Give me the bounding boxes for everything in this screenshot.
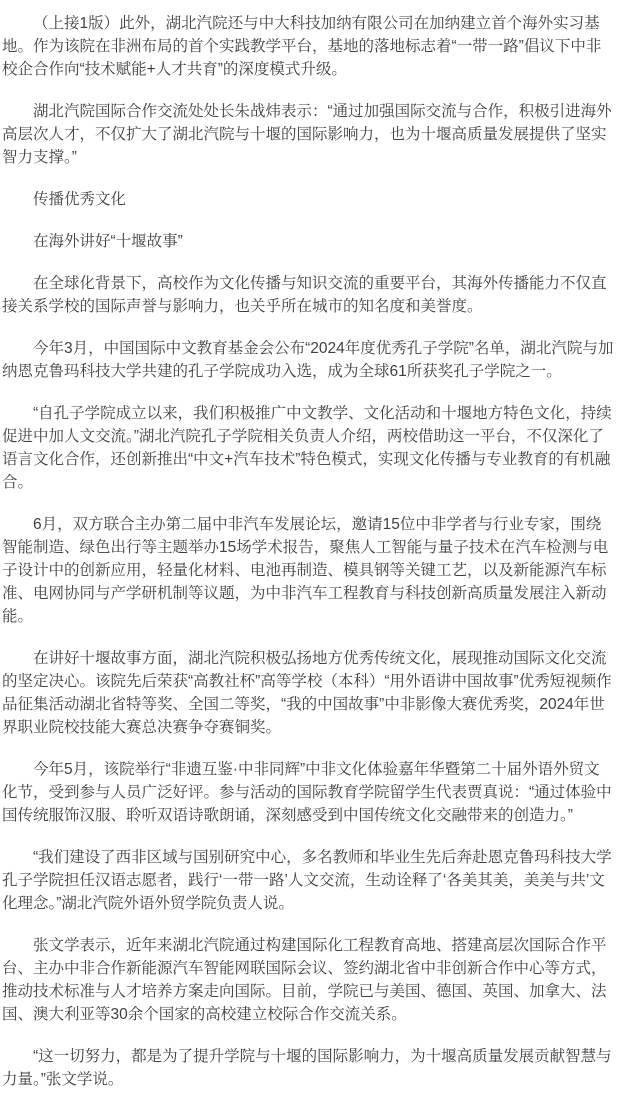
section-subhead: 传播优秀文化	[33, 191, 127, 208]
article-paragraph: “我们建设了西非区域与国别研究中心，多名教师和毕业生先后奔赴恩克鲁玛科技大学孔子学院担任汉语志愿者，践行‘一带一路’人文交流，生动诠释了‘各美其美，美美与共’文化理念。”湖北汽院外语外贸学院负责人说。	[2, 849, 612, 912]
article-paragraph: 在讲好十堰故事方面，湖北汽院积极弘扬地方优秀传统文化，展现推动国际文化交流的坚定决心。该院先后荣获“高教社杯”高等学校（本科）“用外语讲中国故事”优秀短视频作品征集活动湖北省特等奖、全国二等奖，“我的中国故事”中非影像大赛优秀奖，2024年世界职业院校技能大赛总决赛争夺赛铜奖。	[2, 650, 612, 736]
article-paragraph: 6月，双方联合主办第二届中非汽车发展论坛，邀请15位中非学者与行业专家，围绕智能制造、绿色出行等主题举办15场学术报告，聚焦人工智能与量子技术在汽车检测与电子设计中的创新应用，轻量化材料、电池再制造、模具钢等关键工艺，以及新能源汽车标准、电网协同与产学研机制等议题，为中非汽车工程教育与科技创新高质量发展注入新动能。	[2, 516, 609, 625]
section-subhead: 在海外讲好“十堰故事”	[33, 233, 183, 250]
article-paragraph: 湖北汽院国际合作交流处处长朱战炜表示：“通过加强国际交流与合作，积极引进海外高层次人才，不仅扩大了湖北汽院与十堰的国际影响力，也为十堰高质量发展提供了坚实智力支撑。”	[2, 103, 612, 166]
article-paragraph: 在全球化背景下，高校作为文化传播与知识交流的重要平台，其海外传播能力不仅直接关系学校的国际声誉与影响力，也关乎所在城市的知名度和美誉度。	[2, 275, 607, 315]
article-paragraph: 张文学表示，近年来湖北汽院通过构建国际化工程教育高地、搭建高层次国际合作平台、主办中非合作新能源汽车智能网联国际会议、签约湖北省中非创新合作中心等方式，推动技术标准与人才培养方案走向国际。目前，学院已与美国、德国、英国、加拿大、法国、澳大利亚等30余个国家的高校建立校际合作交流关系。	[2, 937, 607, 1023]
article-paragraph: 今年3月，中国国际中文教育基金会公布“2024年度优秀孔子学院”名单，湖北汽院与加纳恩克鲁玛科技大学共建的孔子学院成功入选，成为全球61所获奖孔子学院之一。	[2, 340, 614, 380]
article-paragraph: 今年5月，该院举行“非遗互鉴·中非同辉”中非文化体验嘉年华暨第二十届外语外贸文化节，受到参与人员广泛好评。参与活动的国际教育学院留学生代表贾真说：“通过体验中国传统服饰汉服、聆听双语诗歌朗诵，深刻感受到中国传统文化交融带来的创造力。”	[2, 761, 612, 824]
article-paragraph: “这一切努力，都是为了提升学院与十堰的国际影响力，为十堰高质量发展贡献智慧与力量。”张文学说。	[2, 1048, 612, 1088]
article-paragraph: （上接1版）此外，湖北汽院还与中大科技加纳有限公司在加纳建立首个海外实习基地。作为该院在非洲布局的首个实践教学平台，基地的落地标志着“一带一路”倡议下中非校企合作向“技术赋能+人才共育”的深度模式升级。	[2, 15, 602, 78]
article-paragraph: “自孔子学院成立以来，我们积极推广中文教学、文化活动和十堰地方特色文化，持续促进中加人文交流。”湖北汽院孔子学院相关负责人介绍，两校借助这一平台，不仅深化了语言文化合作，还创新推出“中文+汽车技术”特色模式，实现文化传播与专业教育的有机融合。	[2, 405, 612, 491]
